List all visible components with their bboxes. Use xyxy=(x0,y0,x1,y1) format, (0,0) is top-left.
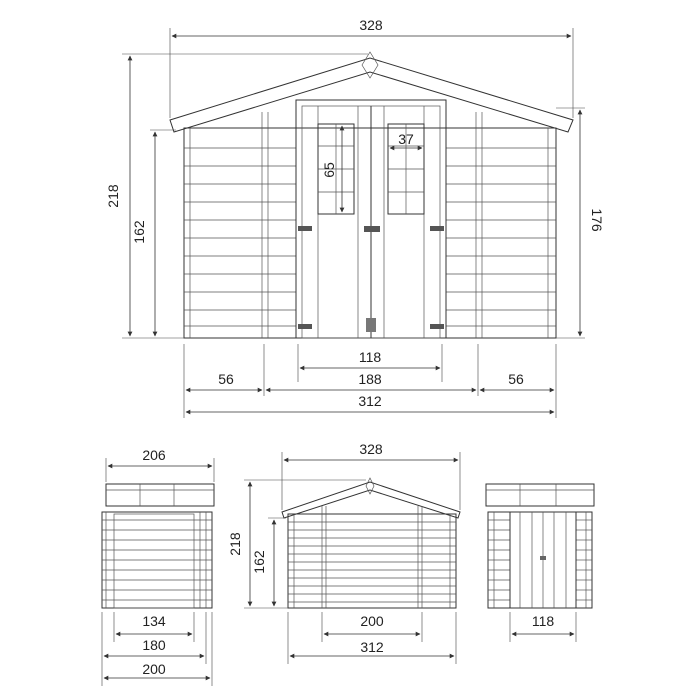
rear-view xyxy=(227,441,460,664)
left-side-view xyxy=(102,447,214,686)
dim-rear-inner-width: 200 xyxy=(360,613,384,629)
dim-side-left-base-width: 200 xyxy=(142,661,166,677)
left-wall-logs xyxy=(184,112,296,338)
dim-door-frame-width: 188 xyxy=(358,371,382,387)
dim-left-segment: 56 xyxy=(218,371,234,387)
dim-front-base-width: 312 xyxy=(358,393,382,409)
dim-rear-top-width: 328 xyxy=(359,441,383,457)
front-doors xyxy=(298,106,444,338)
dim-side-left-inner-width: 134 xyxy=(142,613,166,629)
dim-side-left-top-width: 206 xyxy=(142,447,166,463)
dim-side-left-mid-width: 180 xyxy=(142,637,166,653)
front-view xyxy=(105,17,605,418)
dim-window-height: 65 xyxy=(321,162,337,178)
right-side-view xyxy=(486,484,594,642)
dim-window-width: 37 xyxy=(398,131,414,147)
dim-front-right-height: 176 xyxy=(589,208,605,232)
dim-door-width: 118 xyxy=(358,349,382,365)
dim-front-wall-height: 162 xyxy=(131,220,147,244)
dim-front-overall-width: 328 xyxy=(359,17,383,33)
dim-side-right-door-width: 118 xyxy=(531,613,555,629)
right-wall-logs xyxy=(446,112,556,338)
dim-rear-wall-height: 162 xyxy=(251,550,267,574)
dim-right-segment: 56 xyxy=(508,371,524,387)
dim-rear-total-height: 218 xyxy=(227,532,243,556)
dim-rear-base-width: 312 xyxy=(360,639,384,655)
dim-front-total-height: 218 xyxy=(105,184,121,208)
